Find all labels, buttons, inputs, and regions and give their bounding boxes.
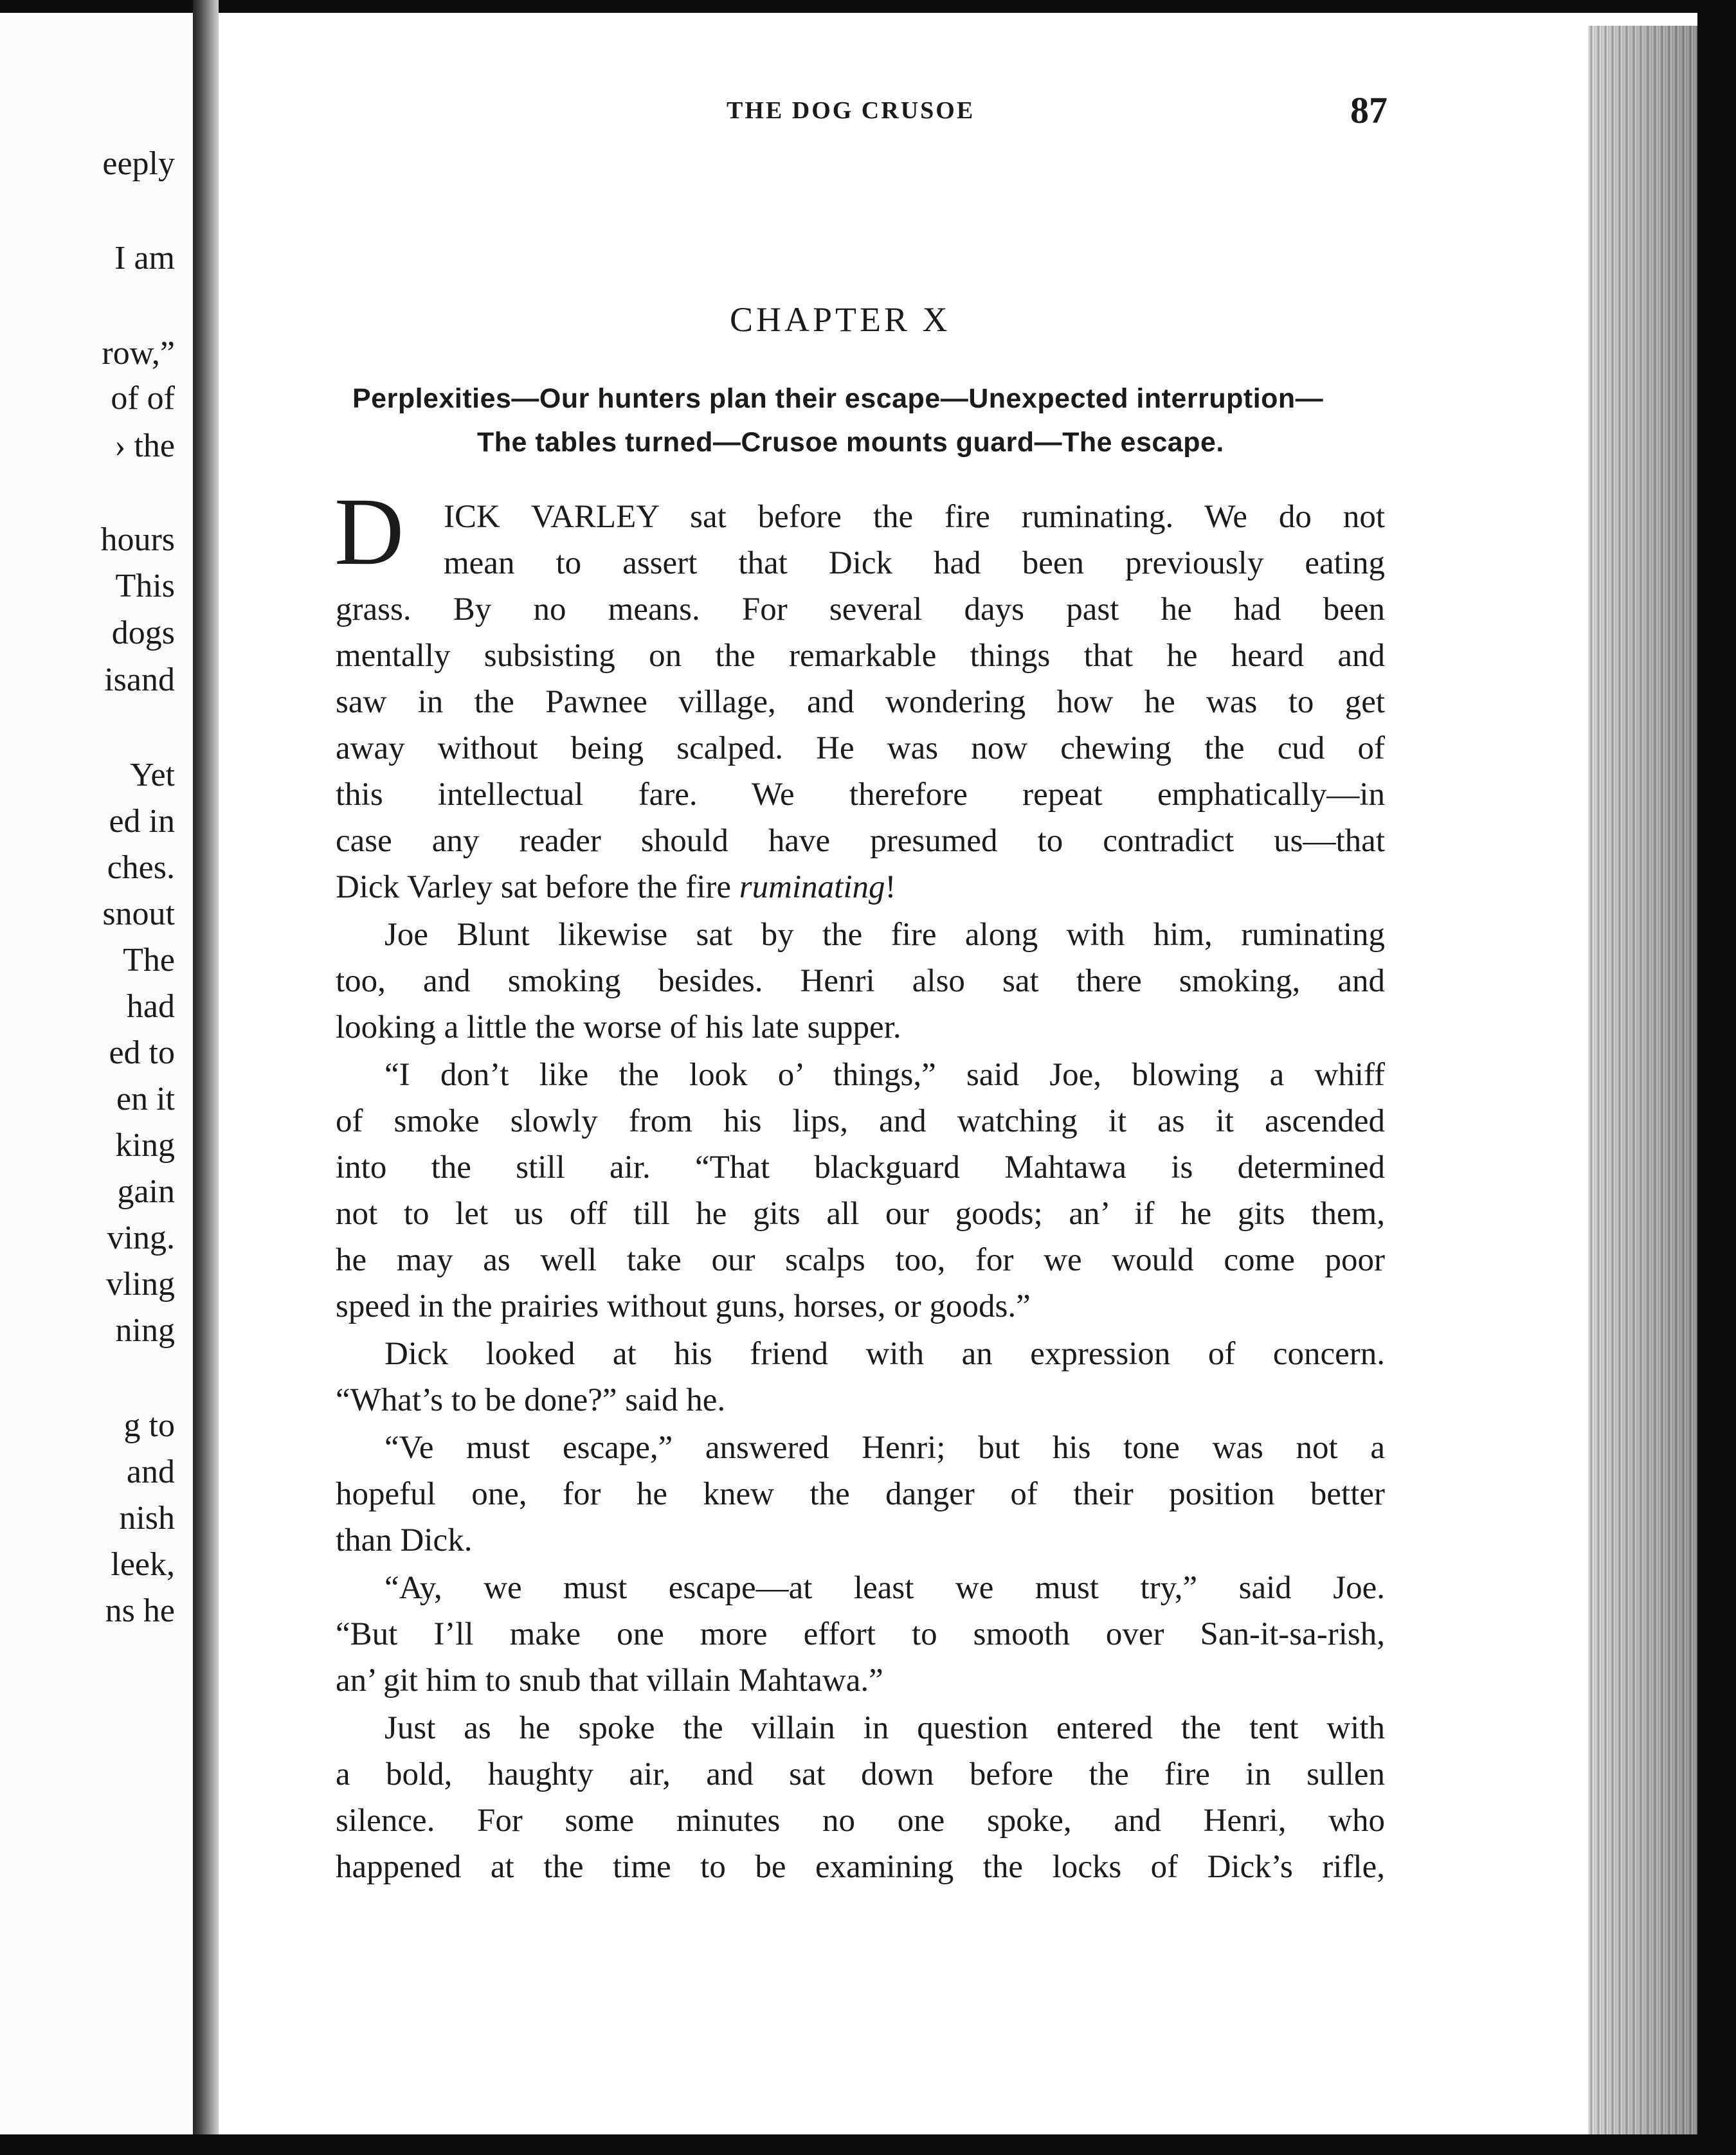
body-text-line: “Ay, we must escape—at least we must try,” said Joe.: [384, 1570, 1385, 1606]
body-text-line: saw in the Pawnee village, and wondering how he was to get: [336, 684, 1385, 720]
body-text-line: “Ve must escape,” answered Henri; but his tone was not a: [384, 1430, 1385, 1466]
left-facing-page: [0, 13, 193, 2134]
scan-border-bottom: [0, 2134, 1736, 2155]
left-page-fragment: The: [123, 942, 175, 978]
left-page-fragment: en it: [116, 1081, 175, 1117]
body-text-line: into the still air. “That blackguard Mahtawa is determined: [336, 1150, 1385, 1186]
left-page-fragment: of of: [111, 380, 175, 417]
page-number: 87: [1350, 89, 1388, 131]
chapter-summary-line: Perplexities—Our hunters plan their escape—Unexpected interruption—: [352, 383, 1324, 414]
body-text-line: of smoke slowly from his lips, and watching it as it ascended: [336, 1103, 1385, 1139]
left-page-fragment: had: [126, 988, 175, 1025]
left-page-fragment: vling: [106, 1266, 175, 1303]
left-page-fragment: ed to: [109, 1034, 175, 1071]
body-text-line: than Dick.: [336, 1522, 473, 1558]
left-page-fragment: eeply: [102, 145, 175, 182]
italic-word: ruminating: [739, 869, 885, 905]
body-text-line: hopeful one, for he knew the danger of their position better: [336, 1476, 1385, 1512]
left-page-fragment: › the: [114, 428, 175, 464]
body-text-line: “What’s to be done?” said he.: [336, 1382, 726, 1418]
body-text-line: case any reader should have presumed to contradict us—that: [336, 823, 1385, 859]
body-text-line: ICK VARLEY sat before the fire ruminating. We do not: [444, 499, 1385, 535]
body-text-line: silence. For some minutes no one spoke, and Henri, who: [336, 1803, 1385, 1839]
left-page-fragment: ed in: [109, 803, 175, 840]
left-page-fragment: g to: [123, 1407, 175, 1444]
body-text-line: Joe Blunt likewise sat by the fire along with him, ruminating: [384, 917, 1385, 953]
left-page-fragment: snout: [102, 896, 175, 932]
left-page-fragment: isand: [104, 662, 175, 698]
running-head: THE DOG CRUSOE: [727, 97, 975, 124]
left-page-fragment: hours: [100, 521, 175, 558]
body-text-line: grass. By no means. For several days past he had been: [336, 591, 1385, 627]
body-text-line: this intellectual fare. We therefore repeat emphatically—in: [336, 777, 1385, 813]
left-page-fragment: ning: [115, 1312, 175, 1349]
body-text-line: too, and smoking besides. Henri also sat there smoking, and: [336, 963, 1385, 999]
body-text-line: “But I’ll make one more effort to smooth over San-it-sa-rish,: [336, 1616, 1385, 1652]
body-text-line: away without being scalped. He was now chewing the cud of: [336, 730, 1385, 766]
book-gutter: [193, 0, 219, 2155]
body-text-line: looking a little the worse of his late supper.: [336, 1009, 901, 1045]
left-page-fragment: nish: [119, 1500, 175, 1537]
body-text-line: an’ git him to snub that villain Mahtawa.”: [336, 1663, 883, 1699]
left-page-fragment: gain: [117, 1173, 175, 1210]
body-text-segment: Dick Varley sat before the fire: [336, 869, 739, 905]
body-text-line: Dick looked at his friend with an expression of concern.: [384, 1336, 1385, 1372]
left-page-fragment: and: [126, 1454, 175, 1490]
left-page-fragment: dogs: [111, 615, 175, 651]
body-text-line: happened at the time to be examining the locks of Dick’s rifle,: [336, 1849, 1385, 1885]
scan-border-right: [1697, 0, 1736, 2155]
body-text-line: speed in the prairies without guns, horses, or goods.”: [336, 1288, 1031, 1324]
body-text-line: not to let us off till he gits all our goods; an’ if he gits them,: [336, 1196, 1385, 1232]
chapter-summary-line: The tables turned—Crusoe mounts guard—The escape.: [477, 427, 1224, 458]
body-text-line: a bold, haughty air, and sat down before the fire in sullen: [336, 1756, 1385, 1792]
left-page-fragment: king: [115, 1127, 175, 1164]
chapter-title: CHAPTER X: [730, 300, 951, 339]
left-page-fragment: row,”: [102, 335, 175, 372]
left-page-fragment: ns he: [105, 1592, 175, 1629]
left-page-fragment: ches.: [107, 849, 175, 886]
body-text-line: he may as well take our scalps too, for we would come poor: [336, 1242, 1385, 1278]
left-page-fragment: ving.: [107, 1220, 175, 1256]
scan-border-top: [0, 0, 1736, 13]
left-page-fragment: I am: [114, 240, 175, 276]
body-text-line: Just as he spoke the villain in question entered the tent with: [384, 1710, 1385, 1746]
body-text-line: mean to assert that Dick had been previously eating: [444, 545, 1385, 581]
body-text-segment: !: [885, 869, 896, 905]
left-page-fragment: This: [115, 568, 175, 604]
drop-cap: D: [334, 478, 404, 585]
left-page-fragment: Yet: [130, 757, 175, 793]
body-text-line: “I don’t like the look o’ things,” said Joe, blowing a whiff: [384, 1057, 1385, 1093]
page-stack-shade: [1588, 26, 1701, 2134]
body-text-line: mentally subsisting on the remarkable things that he heard and: [336, 638, 1385, 674]
body-text-line: [336, 864, 896, 910]
left-page-fragment: leek,: [111, 1546, 175, 1583]
